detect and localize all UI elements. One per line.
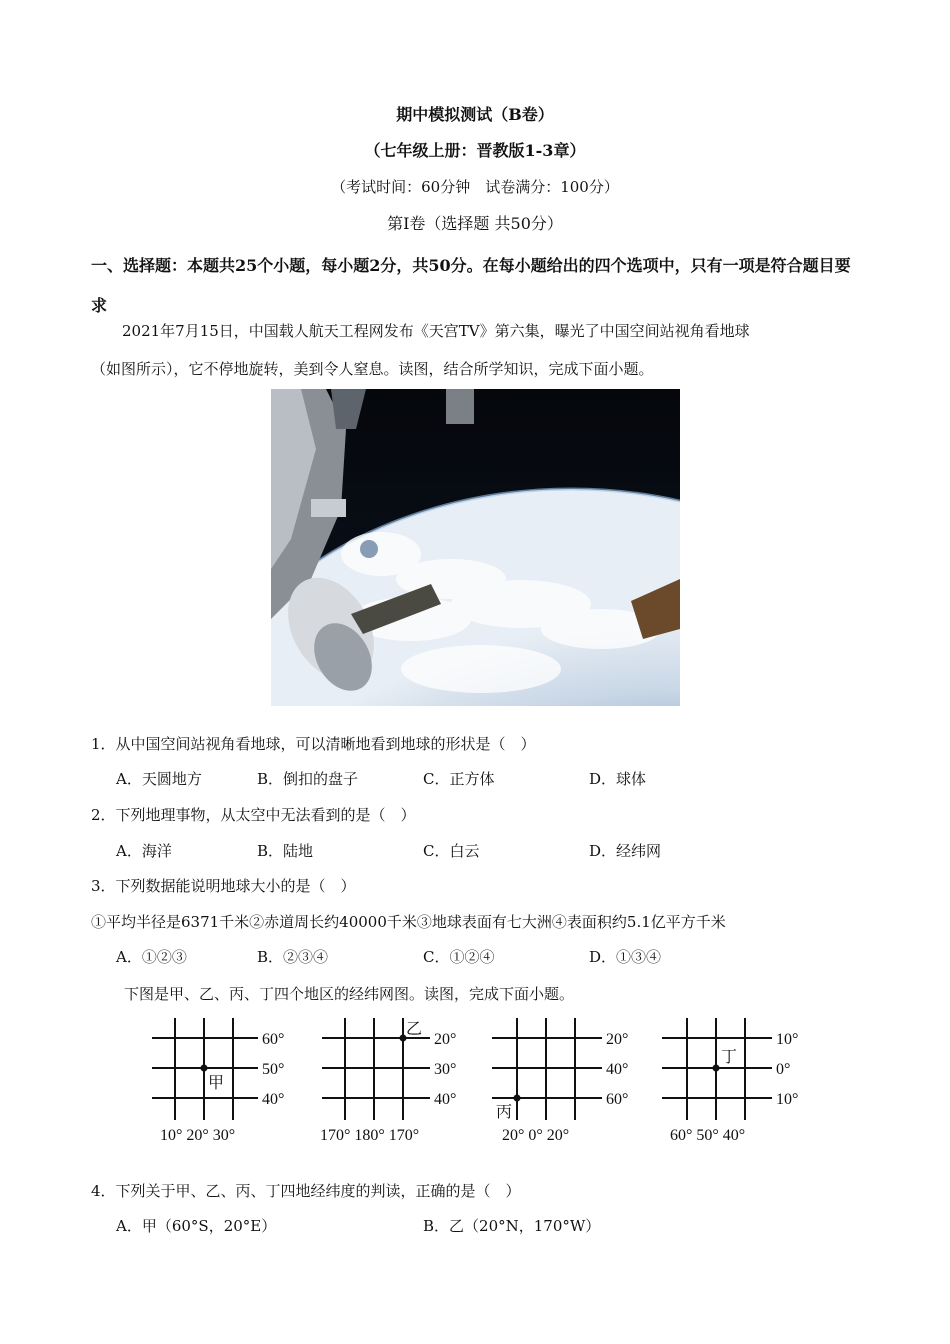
jia-lat-2: 50° — [262, 1061, 285, 1078]
question-1-stem: 1．从中国空间站视角看地球，可以清晰地看到地球的形状是（ ） — [91, 735, 536, 753]
jia-lon-labels: 10° 20° 30° — [160, 1127, 236, 1144]
q1-option-a[interactable]: A．天圆地方 — [116, 770, 202, 788]
page-subtitle: （七年级上册：晋教版1-3章） — [364, 141, 586, 160]
page-title: 期中模拟测试（B卷） — [396, 105, 554, 124]
q3-option-b[interactable]: B．②③④ — [257, 948, 329, 966]
question-2-stem: 2．下列地理事物，从太空中无法看到的是（ ） — [91, 806, 416, 824]
ding-lat-2: 0° — [776, 1061, 791, 1078]
space-station-earth-photo — [271, 389, 680, 706]
graticule-figures — [140, 1010, 840, 1150]
q3-option-a[interactable]: A．①②③ — [116, 948, 187, 966]
yi-lat-2: 30° — [434, 1061, 457, 1078]
point-jia-marker — [201, 1065, 208, 1072]
intro-line-1: 2021年7月15日，中国载人航天工程网发布《天宫TV》第六集，曝光了中国空间站视角看地球 — [122, 322, 750, 340]
question-4-stem: 4．下列关于甲、乙、丙、丁四地经纬度的判读，正确的是（ ） — [91, 1182, 521, 1200]
q2-option-a[interactable]: A．海洋 — [116, 842, 172, 860]
bing-lat-1: 20° — [606, 1031, 629, 1048]
grid-intro: 下图是甲、乙、丙、丁四个地区的经纬网图。读图，完成下面小题。 — [124, 985, 575, 1003]
q4-option-a[interactable]: A．甲（60°S，20°E） — [116, 1217, 277, 1235]
q3-option-c[interactable]: C．①②④ — [423, 948, 495, 966]
bing-lat-2: 40° — [606, 1061, 629, 1078]
q4-option-b[interactable]: B．乙（20°N，170°W） — [423, 1217, 601, 1235]
bing-lon-labels: 20° 0° 20° — [502, 1127, 570, 1144]
point-ding-label: 丁 — [721, 1049, 738, 1066]
yi-lon-labels: 170° 180° 170° — [320, 1127, 420, 1144]
point-bing-marker — [514, 1095, 521, 1102]
point-yi-label: 乙 — [406, 1021, 423, 1038]
question-3-statements: ①平均半径是6371千米②赤道周长约40000千米③地球表面有七大洲④表面积约5.1亿平方千米 — [91, 913, 726, 931]
point-bing-label: 丙 — [496, 1104, 513, 1121]
part-heading: 第Ⅰ卷（选择题 共50分） — [387, 214, 563, 233]
q1-option-b[interactable]: B．倒扣的盘子 — [257, 770, 359, 788]
point-ding-marker — [713, 1065, 720, 1072]
section-heading: 一、选择题：本题共25个小题，每小题2分，共50分。在每小题给出的四个选项中，只有一项是符合题目要求 — [91, 256, 851, 315]
point-jia-label: 甲 — [208, 1075, 225, 1092]
exam-info: （考试时间：60分钟 试卷满分：100分） — [331, 178, 619, 196]
jia-lat-3: 40° — [262, 1091, 285, 1108]
jia-lat-1: 60° — [262, 1031, 285, 1048]
q3-option-d[interactable]: D．①③④ — [589, 948, 662, 966]
ding-lat-3: 10° — [776, 1091, 799, 1108]
ding-lon-labels: 60° 50° 40° — [670, 1127, 746, 1144]
q1-option-d[interactable]: D．球体 — [589, 770, 647, 788]
q2-option-b[interactable]: B．陆地 — [257, 842, 314, 860]
q2-option-d[interactable]: D．经纬网 — [589, 842, 662, 860]
question-3-stem: 3．下列数据能说明地球大小的是（ ） — [91, 877, 356, 895]
q2-option-c[interactable]: C．白云 — [423, 842, 480, 860]
bing-lat-3: 60° — [606, 1091, 629, 1108]
q1-option-c[interactable]: C．正方体 — [423, 770, 495, 788]
yi-lat-1: 20° — [434, 1031, 457, 1048]
yi-lat-3: 40° — [434, 1091, 457, 1108]
intro-line-2: （如图所示），它不停地旋转，美到令人窒息。读图，结合所学知识，完成下面小题。 — [91, 360, 654, 378]
ding-lat-1: 10° — [776, 1031, 799, 1048]
